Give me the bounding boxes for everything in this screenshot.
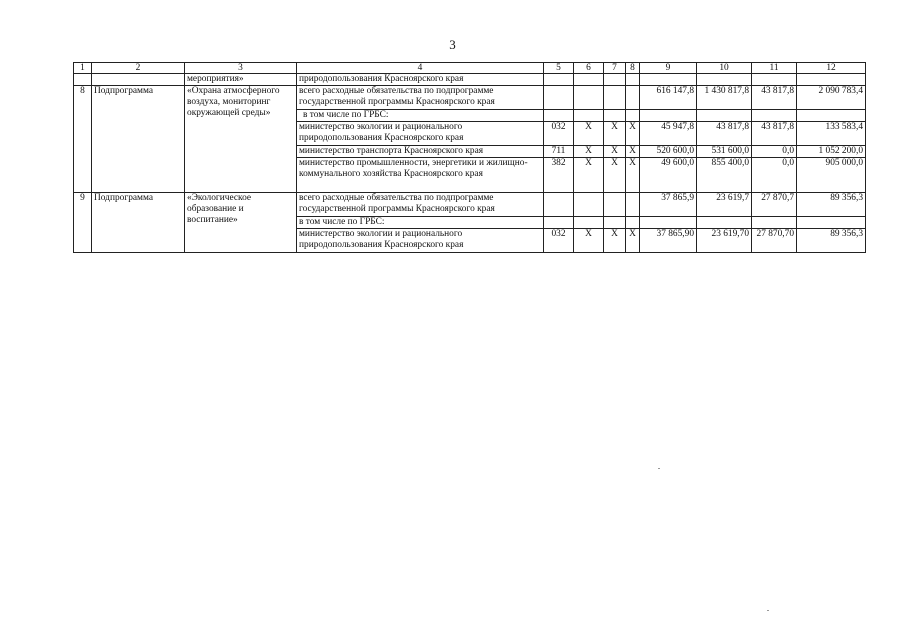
amount-year2: 855 400,0 — [697, 158, 752, 193]
expense-desc: всего расходные обязательства по подпрограмме государственной программы Красноярского края — [297, 86, 544, 110]
cell-vr — [626, 193, 640, 217]
amount-total: 905 000,0 — [797, 158, 866, 193]
column-header: 3 — [185, 63, 297, 74]
amount-year2: 23 619,7 — [697, 193, 752, 217]
page-number: 3 — [449, 37, 456, 52]
column-header: 1 — [74, 63, 92, 74]
expense-desc: в том числе по ГРБС: — [297, 217, 544, 229]
grbs-code — [544, 193, 574, 217]
cell-rzpr — [574, 193, 604, 217]
status-type: Подпрограмма — [92, 86, 185, 193]
cell-vr: Х — [626, 122, 640, 146]
column-header: 11 — [752, 63, 797, 74]
amount-year3: 43 817,8 — [752, 122, 797, 146]
amount-year3: 27 870,7 — [752, 193, 797, 217]
amount-total: 89 356,3 — [797, 193, 866, 217]
amount-year2: 531 600,0 — [697, 146, 752, 158]
amount-year1: 37 865,90 — [640, 229, 697, 253]
expense-desc: всего расходные обязательства по подпрограмме государственной программы Красноярского края — [297, 193, 544, 217]
column-number-row — [74, 63, 866, 74]
amount-year2: 1 430 817,8 — [697, 86, 752, 110]
cell-csr: Х — [604, 158, 626, 193]
subprogram-name: «Экологическое образование и воспитание» — [185, 193, 297, 253]
cell-csr — [604, 86, 626, 110]
amount-total: 89 356,3 — [797, 229, 866, 253]
grbs-code — [544, 86, 574, 110]
cell-csr: Х — [604, 122, 626, 146]
scan-speck — [767, 610, 769, 611]
cell-vr: Х — [626, 158, 640, 193]
expense-desc: министерство экологии и рационального природопользования Красноярского края — [297, 229, 544, 253]
grbs-code: 711 — [544, 146, 574, 158]
table-row — [74, 86, 866, 110]
amount-year1: 37 865,9 — [640, 193, 697, 217]
continuation-row — [74, 74, 866, 86]
cell-rzpr — [574, 86, 604, 110]
expense-desc: в том числе по ГРБС: — [297, 110, 544, 122]
cell-vr — [626, 86, 640, 110]
cell-rzpr: Х — [574, 122, 604, 146]
column-header: 5 — [544, 63, 574, 74]
amount-year2: 43 817,8 — [697, 122, 752, 146]
scan-speck — [658, 468, 660, 469]
status-type: Подпрограмма — [92, 193, 185, 253]
expense-desc: министерство экологии и рационального природопользования Красноярского края — [297, 122, 544, 146]
column-header: 2 — [92, 63, 185, 74]
budget-table — [73, 62, 866, 253]
amount-year1: 520 600,0 — [640, 146, 697, 158]
amount-year3: 43 817,8 — [752, 86, 797, 110]
cell-csr: Х — [604, 146, 626, 158]
grbs-code: 032 — [544, 229, 574, 253]
expense-desc: министерство промышленности, энергетики и жилищно-коммунального хозяйства Красноярского края — [297, 158, 544, 193]
amount-year1: 616 147,8 — [640, 86, 697, 110]
amount-total: 1 052 200,0 — [797, 146, 866, 158]
continuation-desc: природопользования Красноярского края — [297, 74, 544, 86]
column-header: 10 — [697, 63, 752, 74]
amount-total: 2 090 783,4 — [797, 86, 866, 110]
subprogram-name: «Охрана атмосферного воздуха, мониторинг окружающей среды» — [185, 86, 297, 193]
amount-year2: 23 619,70 — [697, 229, 752, 253]
amount-year3: 27 870,70 — [752, 229, 797, 253]
column-header: 7 — [604, 63, 626, 74]
amount-year3: 0,0 — [752, 146, 797, 158]
expense-desc: министерство транспорта Красноярского края — [297, 146, 544, 158]
amount-year3: 0,0 — [752, 158, 797, 193]
amount-total: 133 583,4 — [797, 122, 866, 146]
grbs-code: 382 — [544, 158, 574, 193]
column-header: 4 — [297, 63, 544, 74]
column-header: 12 — [797, 63, 866, 74]
continuation-name: мероприятия» — [185, 74, 297, 86]
grbs-code: 032 — [544, 122, 574, 146]
cell-rzpr: Х — [574, 158, 604, 193]
cell-rzpr: Х — [574, 146, 604, 158]
column-header: 9 — [640, 63, 697, 74]
cell-vr: Х — [626, 229, 640, 253]
amount-year1: 49 600,0 — [640, 158, 697, 193]
row-number: 9 — [74, 193, 92, 253]
row-number: 8 — [74, 86, 92, 193]
column-header: 6 — [574, 63, 604, 74]
cell-csr — [604, 193, 626, 217]
column-header: 8 — [626, 63, 640, 74]
cell-rzpr: Х — [574, 229, 604, 253]
table-row — [74, 193, 866, 217]
cell-vr: Х — [626, 146, 640, 158]
amount-year1: 45 947,8 — [640, 122, 697, 146]
cell-csr: Х — [604, 229, 626, 253]
